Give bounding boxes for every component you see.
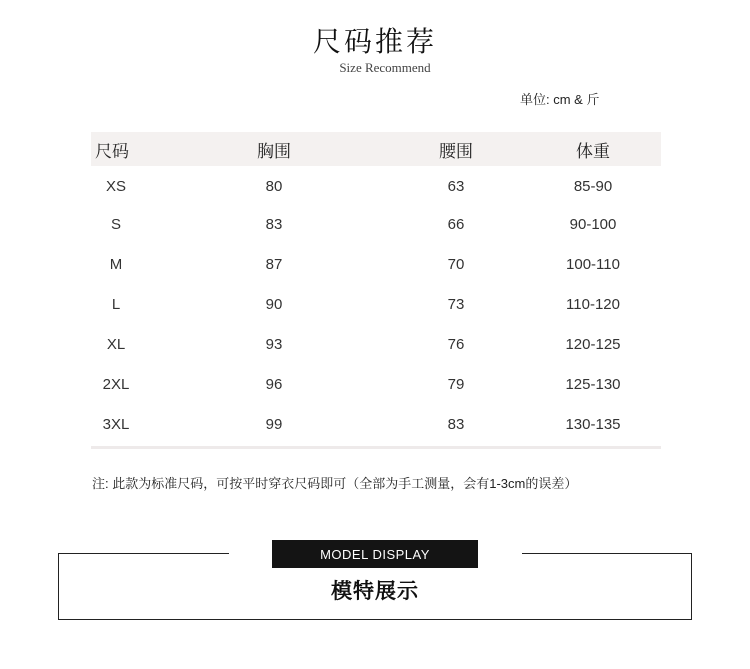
weight-cell: 125-130 [565,375,621,393]
chest-cell: 99 [265,415,283,433]
table-row [91,364,661,404]
table-bottom-divider [91,446,661,449]
table-row [91,168,661,204]
column-header-size: 尺码 [95,141,129,162]
chest-cell: 93 [265,335,283,353]
size-cell: L [111,295,121,313]
column-header-chest: 胸围 [257,141,291,162]
page-subtitle: Size Recommend [339,60,431,75]
waist-cell: 79 [447,375,465,393]
weight-cell: 100-110 [566,255,620,273]
table-row [91,324,661,364]
size-cell: 3XL [102,415,130,433]
waist-cell: 76 [447,335,465,353]
chest-cell: 87 [265,255,283,273]
weight-cell: 120-125 [565,335,621,353]
table-body [91,166,661,444]
column-header-waist: 腰围 [439,141,473,162]
waist-cell: 73 [447,295,465,313]
chest-cell: 80 [265,177,283,195]
waist-cell: 66 [447,215,465,233]
size-cell: M [109,255,123,273]
column-header-weight: 体重 [576,141,610,162]
size-cell: XL [106,335,126,353]
frame-top-line-right [522,553,692,554]
weight-cell: 90-100 [569,215,617,233]
size-cell: S [110,215,121,233]
size-cell: XS [105,177,126,195]
weight-cell: 85-90 [573,177,613,195]
size-note: 注: 此款为标准尺码，可按平时穿衣尺码即可（全部为手工测量，会有1-3cm的误差） [92,476,578,491]
chest-cell: 90 [265,295,283,313]
weight-cell: 110-120 [566,295,620,313]
frame-top-line-left [58,553,229,554]
chest-cell: 83 [265,215,283,233]
size-cell: 2XL [102,375,130,393]
waist-cell: 63 [447,177,465,195]
chest-cell: 96 [265,375,283,393]
table-row [91,284,661,324]
table-row [91,404,661,444]
size-table [91,132,661,449]
waist-cell: 83 [447,415,465,433]
weight-cell: 130-135 [565,415,621,433]
waist-cell: 70 [447,255,465,273]
model-display-badge: MODEL DISPLAY [272,540,478,568]
table-header [91,132,661,166]
page-title: 尺码推荐 [312,25,437,58]
unit-label: 单位: cm & 斤 [520,92,600,107]
model-section-title: 模特展示 [331,580,419,603]
table-row [91,244,661,284]
table-row [91,204,661,244]
